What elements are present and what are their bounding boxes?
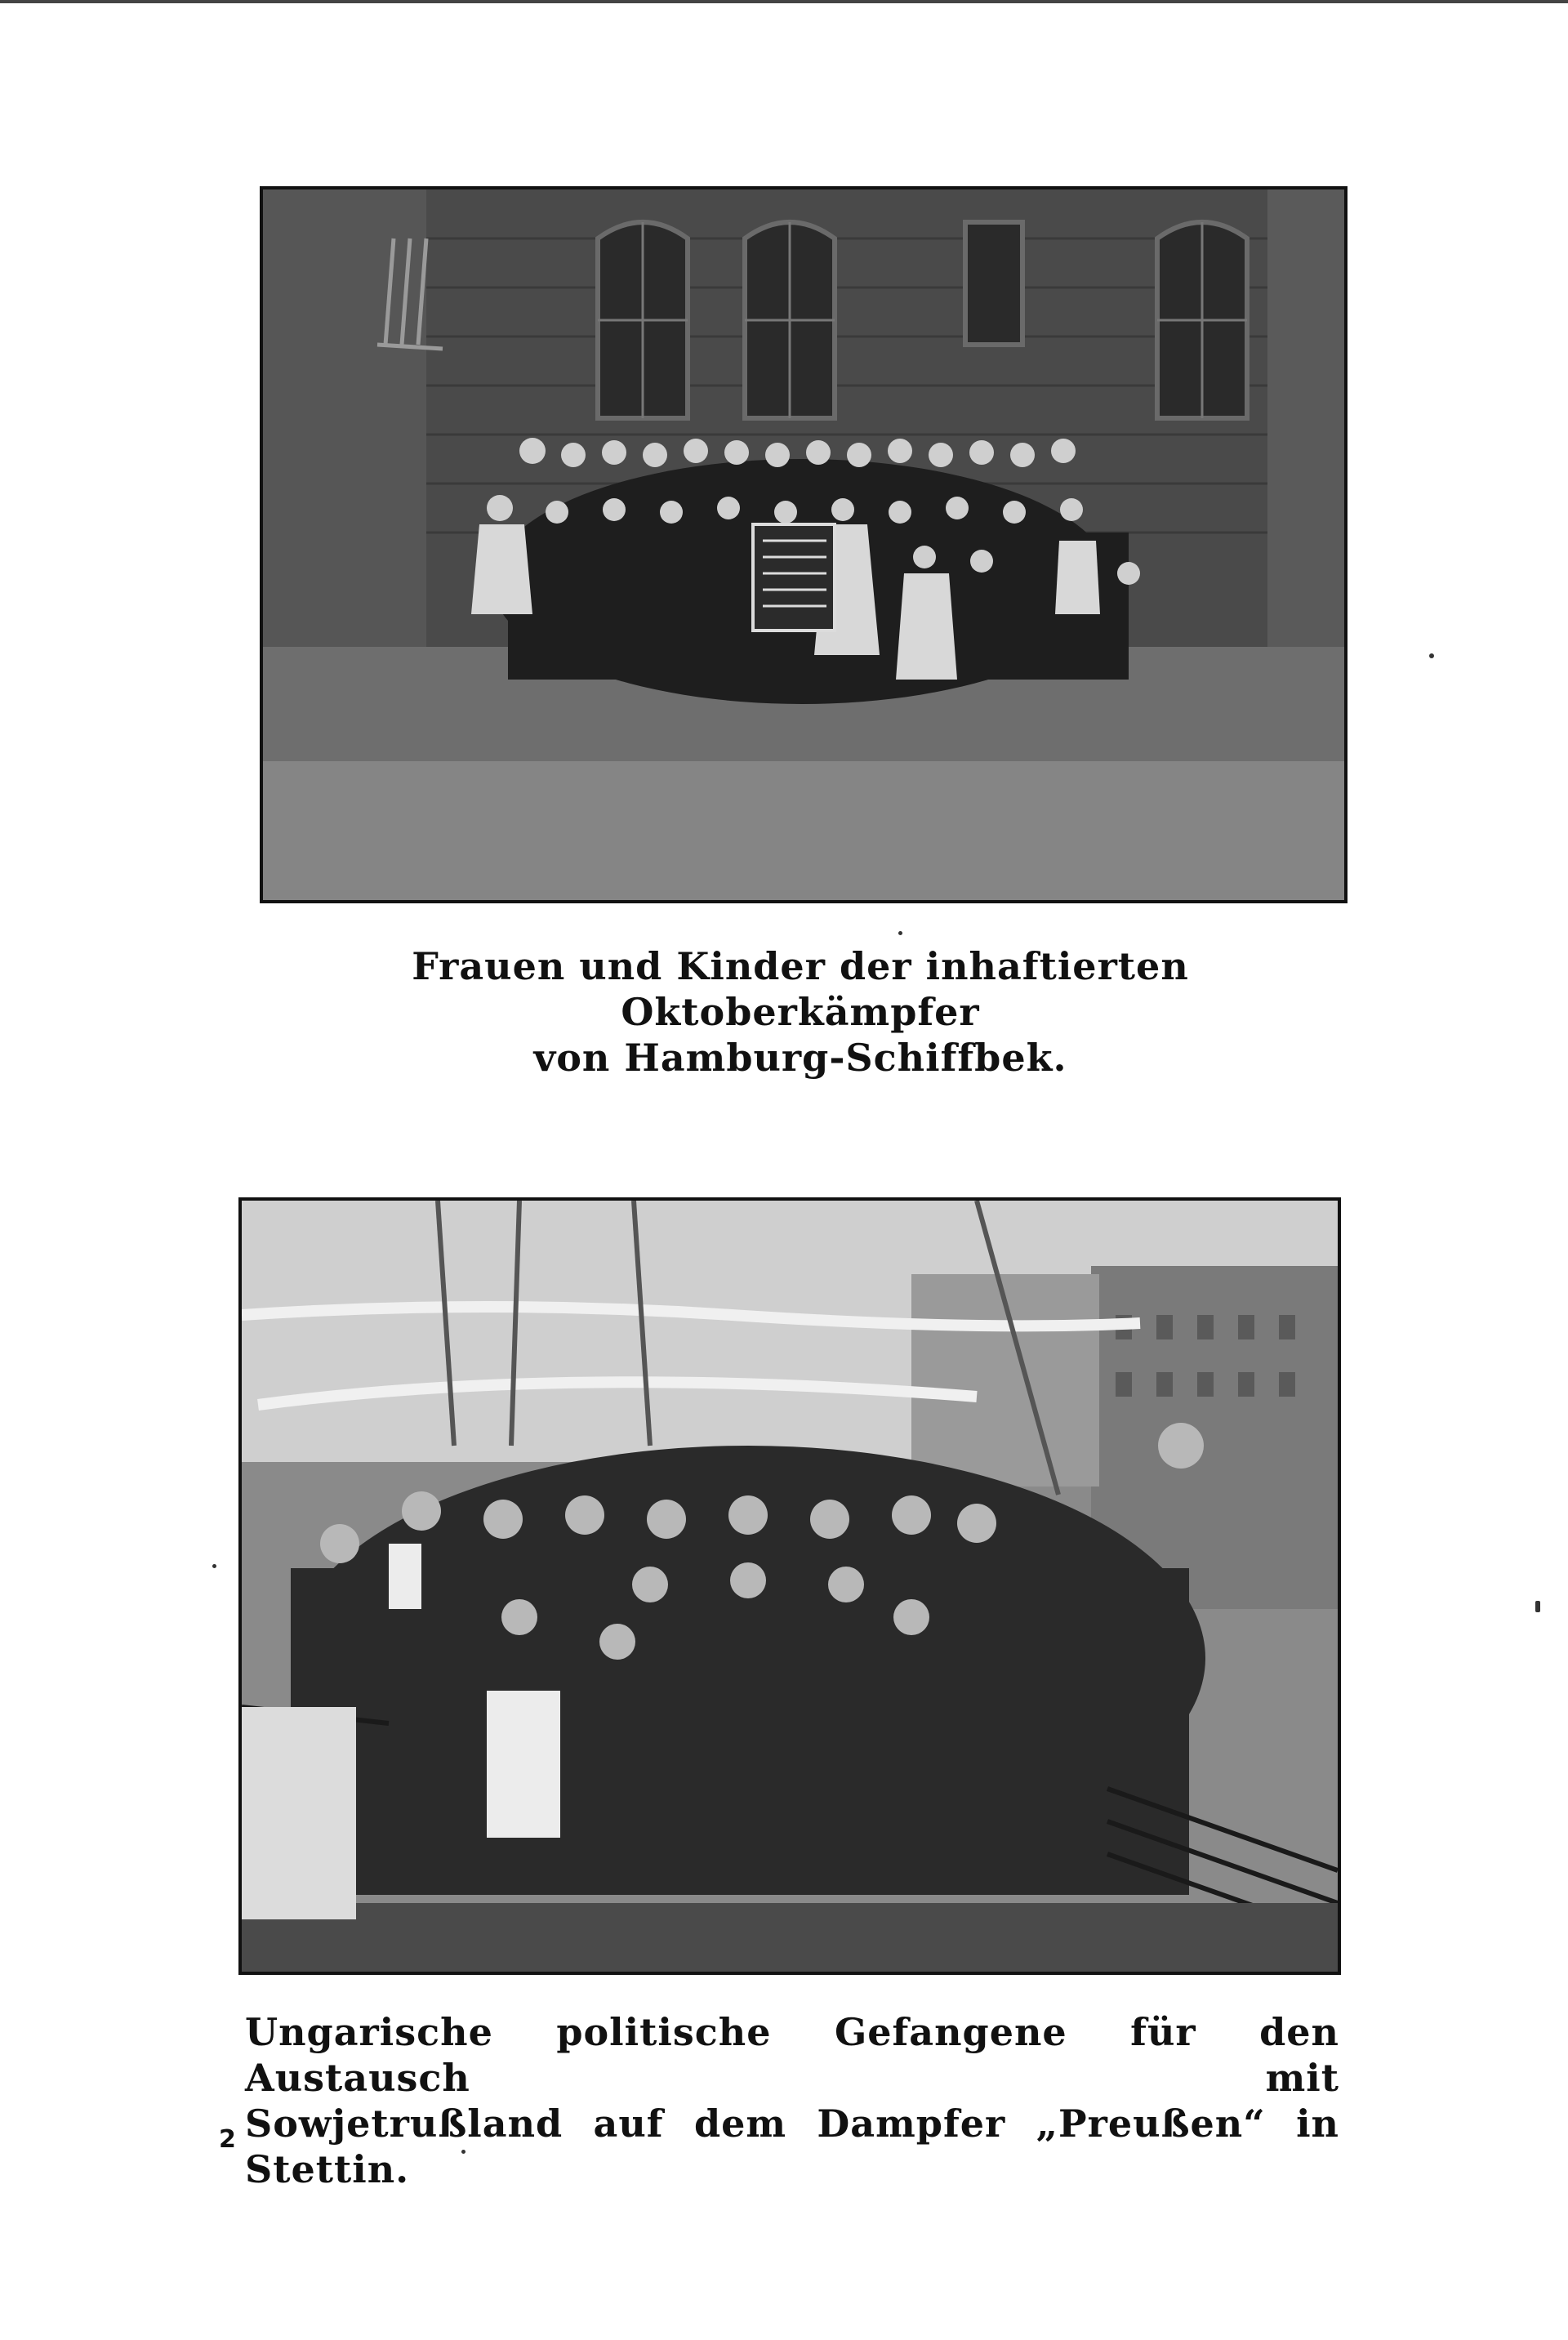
page-number: 2 [219, 2125, 236, 2154]
scan-speck [898, 931, 902, 935]
scan-speck [461, 2150, 466, 2154]
page-top-rule [0, 0, 1568, 3]
photo-hungarian-prisoners-ship [238, 1197, 1341, 1975]
scan-speck [1535, 1601, 1540, 1612]
scan-speck [1429, 653, 1434, 658]
photo-2-caption [245, 2009, 1339, 2192]
photo-1-caption-line-2: von Hamburg-Schiffbek. [533, 1036, 1067, 1080]
photo-2-caption-line-2: Sowjetrußland auf dem Dampfer „Preußen“ in Stettin. [245, 2102, 1339, 2191]
photo-2-caption-line-1: Ungarische politische Gefangene für den Austausch mit [245, 2010, 1339, 2100]
scan-speck [212, 1564, 216, 1568]
photo-women-children-schiffbek [260, 186, 1348, 903]
photo-1-caption [245, 943, 1356, 1081]
photo-1-image [263, 189, 1344, 900]
photo-1-caption-line-1: Frauen und Kinder der inhaftierten Oktoberkämpfer [412, 944, 1189, 1034]
photo-2-image [242, 1201, 1338, 1972]
